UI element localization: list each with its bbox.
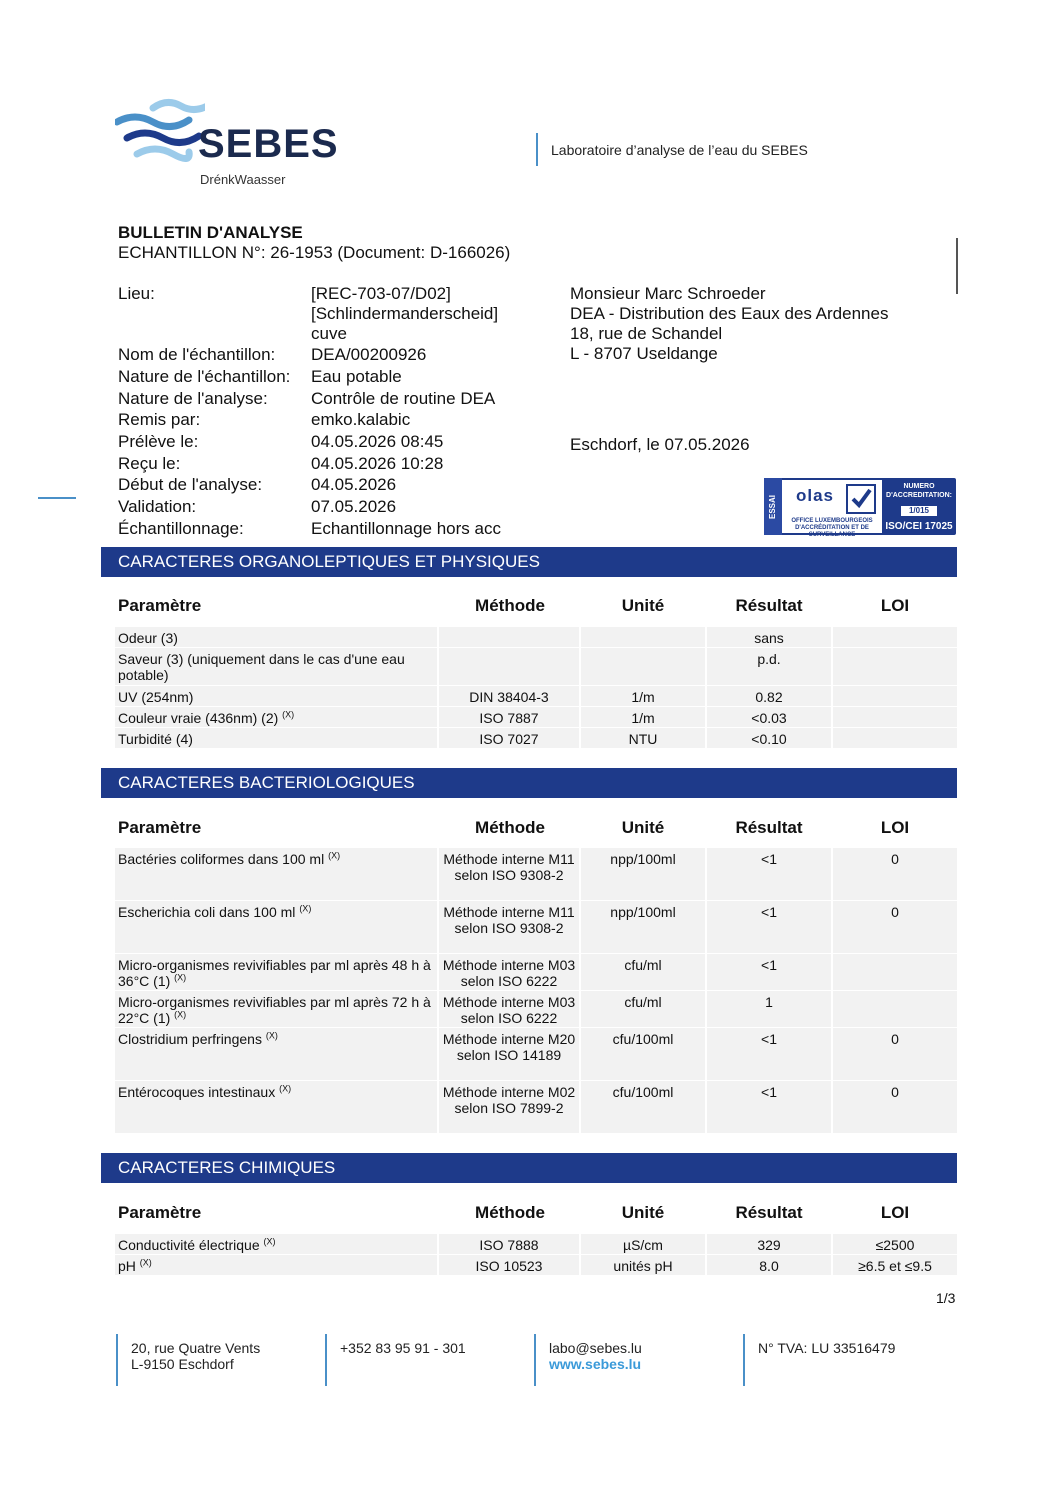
footer-email[interactable]: labo@sebes.lu — [549, 1340, 642, 1356]
info-label: Nature de l'échantillon: — [118, 367, 291, 386]
footer-website-link[interactable]: www.sebes.lu — [549, 1356, 642, 1372]
column-header-param: Paramètre — [118, 1203, 202, 1222]
info-label: Remis par: — [118, 410, 201, 429]
parameter-name: Micro-organismes revivifiables par ml après 48 h à 36°C (1) — [118, 957, 431, 989]
cell-method: DIN 38404-3 — [439, 686, 579, 706]
lab-name: Laboratoire d’analyse de l’eau du SEBES — [551, 142, 808, 158]
recipient-street: 18, rue de Schandel — [570, 324, 723, 343]
cell-param — [115, 848, 437, 900]
parameter-name: Turbidité (4) — [118, 731, 193, 747]
parameter-name: UV (254nm) — [118, 689, 194, 705]
cell-result: 0.82 — [707, 686, 831, 706]
accreditation-marker: (X) — [282, 709, 295, 720]
cell-unit: cfu/ml — [581, 991, 705, 1027]
recipient-city: L - 8707 Useldange — [570, 344, 718, 363]
cell-method: ISO 7888 — [439, 1234, 579, 1254]
cell-method — [439, 648, 579, 685]
fold-mark — [38, 497, 76, 499]
cell-result: 8.0 — [707, 1255, 831, 1275]
cell-result: <0.10 — [707, 728, 831, 748]
cell-unit — [581, 627, 705, 647]
cell-param — [115, 728, 437, 748]
brand-name: SEBES — [198, 122, 339, 166]
cell-method: ISO 10523 — [439, 1255, 579, 1275]
cell-unit: 1/m — [581, 686, 705, 706]
cell-param — [115, 627, 437, 647]
table-row — [115, 901, 957, 953]
cell-unit: cfu/100ml — [581, 1081, 705, 1133]
cell-result: <1 — [707, 901, 831, 953]
parameter-name: Entérocoques intestinaux — [118, 1084, 280, 1100]
cell-param — [115, 901, 437, 953]
table-row — [115, 991, 957, 1027]
info-value: DEA/00200926 — [311, 345, 427, 364]
column-header-result: Résultat — [735, 1203, 803, 1222]
cell-loi: 0 — [833, 848, 957, 900]
accreditation-badge — [764, 478, 956, 538]
cell-param — [115, 648, 437, 685]
cell-result: <0.03 — [707, 707, 831, 727]
accreditation-marker: (X) — [263, 1236, 276, 1247]
cell-method: Méthode interne M11 selon ISO 9308-2 — [439, 848, 579, 900]
info-label: Nature de l'analyse: — [118, 389, 268, 408]
badge-accreditation-info — [882, 482, 956, 533]
cell-unit: unités pH — [581, 1255, 705, 1275]
badge-essai: ESSAI — [764, 478, 782, 535]
page-number: 1/3 — [936, 1290, 956, 1306]
info-label: Nom de l'échantillon: — [118, 345, 276, 364]
cell-result: <1 — [707, 1028, 831, 1080]
header-divider — [536, 133, 538, 166]
column-header-unit: Unité — [621, 818, 665, 837]
table-row — [115, 1234, 957, 1254]
section-title: CARACTERES ORGANOLEPTIQUES ET PHYSIQUES — [101, 547, 957, 577]
column-header-param: Paramètre — [118, 596, 202, 615]
info-value: 04.05.2026 — [311, 475, 397, 494]
info-label: Validation: — [118, 497, 197, 516]
cell-result: p.d. — [707, 648, 831, 685]
footer-divider — [116, 1334, 118, 1386]
margin-line — [956, 238, 958, 294]
recipient-org: DEA - Distribution des Eaux des Ardennes — [570, 304, 889, 323]
cell-param — [115, 1081, 437, 1133]
column-header-method: Méthode — [475, 1203, 545, 1222]
accreditation-marker: (X) — [299, 903, 312, 914]
table-row — [115, 954, 957, 990]
cell-unit: cfu/100ml — [581, 1028, 705, 1080]
cell-result: <1 — [707, 848, 831, 900]
cell-param — [115, 954, 437, 990]
footer-address-line: 20, rue Quatre Vents — [131, 1340, 261, 1356]
info-label: Échantillonnage: — [118, 519, 244, 538]
cell-loi — [833, 954, 957, 990]
cell-param — [115, 1234, 437, 1254]
cell-method: Méthode interne M11 selon ISO 9308-2 — [439, 901, 579, 953]
cell-loi: 0 — [833, 901, 957, 953]
table-row — [115, 1255, 957, 1275]
section-title: CARACTERES BACTERIOLOGIQUES — [101, 768, 957, 798]
cell-result: 329 — [707, 1234, 831, 1254]
table-row — [115, 686, 957, 706]
parameter-name: Odeur (3) — [118, 630, 178, 646]
accreditation-marker: (X) — [174, 972, 187, 983]
cell-result: <1 — [707, 954, 831, 990]
table-row — [115, 627, 957, 647]
cell-loi: 0 — [833, 1081, 957, 1133]
info-value: 04.05.2026 08:45 — [311, 432, 444, 451]
parameter-name: Bactéries coliformes dans 100 ml — [118, 851, 329, 867]
info-value: Echantillonnage hors acc — [311, 519, 501, 538]
column-header-loi: LOI — [880, 1203, 910, 1222]
table-row — [115, 1028, 957, 1080]
column-header-method: Méthode — [475, 818, 545, 837]
sebes-waves-logo-icon — [115, 98, 205, 168]
parameter-name: Couleur vraie (436nm) (2) — [118, 710, 283, 726]
info-label: Reçu le: — [118, 454, 181, 473]
accreditation-marker: (X) — [279, 1083, 292, 1094]
cell-loi: 0 — [833, 1028, 957, 1080]
column-header-loi: LOI — [880, 818, 910, 837]
column-header-method: Méthode — [475, 596, 545, 615]
info-value: emko.kalabic — [311, 410, 411, 429]
cell-method — [439, 627, 579, 647]
footer-vat: N° TVA: LU 33516479 — [758, 1340, 896, 1356]
column-header-loi: LOI — [880, 596, 910, 615]
accreditation-marker: (X) — [328, 850, 341, 861]
parameter-name: Escherichia coli dans 100 ml — [118, 904, 300, 920]
footer-address — [131, 1340, 260, 1372]
info-label: Prélève le: — [118, 432, 199, 451]
parameter-name: pH — [118, 1258, 140, 1274]
column-header-unit: Unité — [621, 596, 665, 615]
olas-logo — [782, 480, 882, 538]
column-header-unit: Unité — [621, 1203, 665, 1222]
badge-office: OFFICE LUXEMBOURGEOIS D'ACCRÉDITATION ET DE SURVEILLANCE — [791, 518, 873, 538]
iso-standard: ISO/CEI 17025 — [885, 521, 953, 532]
olas-text: olas — [796, 486, 835, 505]
accreditation-marker: (X) — [139, 1257, 152, 1268]
cell-param — [115, 1028, 437, 1080]
cell-loi — [833, 648, 957, 685]
table-row — [115, 648, 957, 685]
cell-result: 1 — [707, 991, 831, 1027]
parameter-name: Conductivité électrique — [118, 1237, 264, 1253]
table-row — [115, 848, 957, 900]
cell-loi — [833, 707, 957, 727]
cell-result: <1 — [707, 1081, 831, 1133]
cell-result: sans — [707, 627, 831, 647]
accreditation-marker: (X) — [174, 1009, 187, 1020]
parameter-name: Clostridium perfringens — [118, 1031, 266, 1047]
cell-loi: ≤2500 — [833, 1234, 957, 1254]
footer-divider — [325, 1334, 327, 1386]
cell-unit: 1/m — [581, 707, 705, 727]
cell-unit: NTU — [581, 728, 705, 748]
cell-method: ISO 7027 — [439, 728, 579, 748]
info-value: Contrôle de routine DEA — [311, 389, 496, 408]
brand-tagline: DrénkWaasser — [200, 172, 286, 187]
accreditation-marker: (X) — [265, 1030, 278, 1041]
table-header — [101, 596, 957, 618]
cell-loi — [833, 627, 957, 647]
cell-loi: ≥6.5 et ≤9.5 — [833, 1255, 957, 1275]
info-value: 07.05.2026 — [311, 497, 397, 516]
info-label: Début de l'analyse: — [118, 475, 263, 494]
cell-method: Méthode interne M03 selon ISO 6222 — [439, 991, 579, 1027]
cell-param — [115, 686, 437, 706]
parameter-name: Micro-organismes revivifiables par ml après 72 h à 22°C (1) — [118, 994, 431, 1026]
cell-param — [115, 1255, 437, 1275]
table-header — [101, 1203, 957, 1225]
badge-numero-label: NUMERO D'ACCREDITATION: — [886, 483, 952, 499]
cell-unit: npp/100ml — [581, 848, 705, 900]
cell-param — [115, 991, 437, 1027]
info-value: Eau potable — [311, 367, 402, 386]
column-header-result: Résultat — [735, 596, 803, 615]
cell-param — [115, 707, 437, 727]
cell-loi — [833, 686, 957, 706]
sample-number: ECHANTILLON N°: 26-1953 (Document: D-166026) — [118, 243, 511, 262]
recipient-name: Monsieur Marc Schroeder — [570, 284, 766, 303]
cell-loi — [833, 991, 957, 1027]
cell-method: Méthode interne M02 selon ISO 7899-2 — [439, 1081, 579, 1133]
cell-method: ISO 7887 — [439, 707, 579, 727]
footer-contact — [549, 1340, 642, 1372]
cell-method: Méthode interne M20 selon ISO 14189 — [439, 1028, 579, 1080]
table-header — [101, 818, 957, 840]
column-header-result: Résultat — [735, 818, 803, 837]
footer-divider — [743, 1334, 745, 1386]
info-label: Lieu: — [118, 284, 155, 303]
cell-unit: npp/100ml — [581, 901, 705, 953]
footer-address-line: L-9150 Eschdorf — [131, 1356, 234, 1372]
info-value: 04.05.2026 10:28 — [311, 454, 444, 473]
footer-divider — [534, 1334, 536, 1386]
table-row — [115, 1081, 957, 1133]
cell-unit: µS/cm — [581, 1234, 705, 1254]
cell-method: Méthode interne M03 selon ISO 6222 — [439, 954, 579, 990]
cell-unit: cfu/ml — [581, 954, 705, 990]
section-title: CARACTERES CHIMIQUES — [101, 1153, 957, 1183]
place-date: Eschdorf, le 07.05.2026 — [570, 435, 750, 454]
checkmark-icon — [846, 484, 876, 514]
column-header-param: Paramètre — [118, 818, 202, 837]
parameter-name: Saveur (3) (uniquement dans le cas d'une eau potable) — [118, 651, 405, 683]
document-title: BULLETIN D'ANALYSE — [118, 223, 303, 242]
info-value: [REC-703-07/D02] [Schlindermanderscheid] cuve — [311, 284, 499, 343]
accreditation-number: 1/015 — [901, 506, 937, 516]
cell-unit — [581, 648, 705, 685]
table-row — [115, 707, 957, 727]
cell-loi — [833, 728, 957, 748]
table-row — [115, 728, 957, 748]
footer-phone: +352 83 95 91 - 301 — [340, 1340, 466, 1356]
